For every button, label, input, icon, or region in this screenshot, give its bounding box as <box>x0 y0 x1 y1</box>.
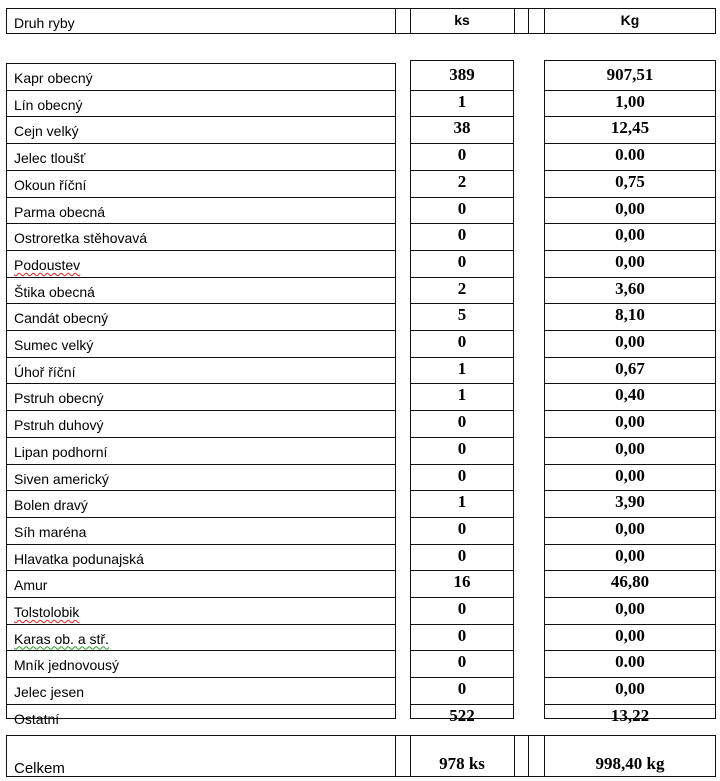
row-divider <box>6 677 396 678</box>
row-weight: 3,60 <box>615 278 645 298</box>
row-divider <box>6 143 396 144</box>
species-name-text: Jelec jesen <box>14 684 85 701</box>
row-species-name <box>14 657 394 673</box>
row-divider <box>410 303 514 304</box>
row-weight: 0,00 <box>615 198 645 218</box>
header-count-label: ks <box>454 12 470 28</box>
row-count: 1 <box>457 358 467 378</box>
row-count: 0 <box>457 145 467 165</box>
row-weight: 0,00 <box>615 412 645 432</box>
row-divider <box>544 303 716 304</box>
row-weight: 1,00 <box>615 91 645 111</box>
row-divider <box>544 597 716 598</box>
row-divider <box>410 570 514 571</box>
row-divider <box>6 410 396 411</box>
row-species-name <box>14 577 394 593</box>
row-divider <box>410 650 514 651</box>
species-name-text: Jelec tloušť <box>14 150 86 167</box>
row-divider <box>410 383 514 384</box>
row-divider <box>410 410 514 411</box>
row-divider <box>544 143 716 144</box>
row-divider <box>544 277 716 278</box>
row-divider <box>544 490 716 491</box>
row-count: 1 <box>457 385 467 405</box>
row-divider <box>410 544 514 545</box>
row-weight: 0,00 <box>615 679 645 699</box>
row-weight: 0,75 <box>615 171 645 191</box>
species-name-text: Cejn velký <box>14 123 79 140</box>
row-count: 1 <box>457 492 467 512</box>
row-divider <box>544 223 716 224</box>
row-count: 0 <box>457 545 467 565</box>
species-name-text: Sumec velký <box>14 337 94 353</box>
row-divider <box>6 624 396 625</box>
row-divider <box>410 143 514 144</box>
header-weight-label: Kg <box>620 12 640 28</box>
species-name-text: Tolstolobik <box>14 604 80 620</box>
row-species-name <box>14 310 394 326</box>
row-species-name <box>14 711 394 727</box>
row-divider <box>410 677 514 678</box>
row-count: 0 <box>457 251 467 271</box>
row-divider <box>410 357 514 358</box>
row-species-name <box>14 230 394 246</box>
row-divider <box>6 90 396 91</box>
row-divider <box>410 197 514 198</box>
row-divider <box>410 437 514 438</box>
total-label: Celkem <box>14 760 65 777</box>
row-divider <box>544 250 716 251</box>
row-divider <box>410 277 514 278</box>
row-divider <box>544 704 716 705</box>
row-divider <box>6 223 396 224</box>
row-count: 0 <box>457 652 467 672</box>
species-name-text: Candát obecný <box>14 310 109 327</box>
row-divider <box>6 517 396 518</box>
row-divider <box>410 517 514 518</box>
row-divider <box>410 223 514 224</box>
header-divider <box>514 8 515 34</box>
row-divider <box>410 624 514 625</box>
row-weight: 0,00 <box>615 332 645 351</box>
row-species-name <box>14 204 394 220</box>
row-divider <box>6 437 396 438</box>
row-weight: 0.00 <box>615 145 645 165</box>
total-divider <box>395 735 396 777</box>
row-divider <box>6 650 396 651</box>
total-weight: 998,40 kg <box>595 754 665 773</box>
header-divider <box>395 8 396 34</box>
row-divider <box>544 650 716 651</box>
row-divider <box>544 330 716 331</box>
row-count: 389 <box>449 65 475 84</box>
row-count: 2 <box>457 171 467 191</box>
species-name-text: Štika obecná <box>14 283 95 300</box>
row-divider <box>6 303 396 304</box>
row-count: 0 <box>457 412 467 432</box>
row-divider <box>410 330 514 331</box>
row-weight: 0,00 <box>615 545 645 565</box>
header-species-label: Druh ryby <box>14 15 75 31</box>
row-weight: 3,90 <box>615 492 645 512</box>
row-divider <box>544 544 716 545</box>
row-weight: 12,45 <box>610 118 650 138</box>
row-species-name <box>14 150 394 166</box>
row-divider <box>6 357 396 358</box>
row-weight: 0,00 <box>615 599 645 618</box>
row-divider <box>6 250 396 251</box>
row-species-name <box>14 524 394 540</box>
row-weight: 0,40 <box>615 385 645 405</box>
row-divider <box>6 197 396 198</box>
row-divider <box>6 704 396 705</box>
row-divider <box>544 570 716 571</box>
species-name-text: Kapr obecný <box>14 70 93 86</box>
row-species-name <box>14 631 394 647</box>
row-count: 0 <box>457 599 467 618</box>
row-weight: 0.00 <box>615 652 645 672</box>
row-weight: 46,80 <box>610 572 650 592</box>
row-count: 0 <box>457 332 467 351</box>
row-divider <box>6 464 396 465</box>
row-divider <box>6 570 396 571</box>
row-species-name <box>14 284 394 300</box>
row-species-name <box>14 497 394 513</box>
row-divider <box>544 357 716 358</box>
species-name-text: Siven americký <box>14 470 109 487</box>
row-count: 5 <box>457 305 467 325</box>
species-name-text: Bolen dravý <box>14 497 88 514</box>
row-count: 0 <box>457 679 467 699</box>
row-count: 0 <box>457 198 467 218</box>
row-count: 0 <box>457 225 467 245</box>
row-species-name <box>14 684 394 700</box>
row-divider <box>6 277 396 278</box>
row-divider <box>544 90 716 91</box>
row-weight: 0,00 <box>615 438 645 458</box>
row-divider <box>544 410 716 411</box>
row-species-name <box>14 70 394 86</box>
species-name-text: Okoun říční <box>14 176 87 193</box>
row-divider <box>544 437 716 438</box>
row-divider <box>6 597 396 598</box>
row-divider <box>6 330 396 331</box>
row-divider <box>544 116 716 117</box>
row-species-name <box>14 444 394 460</box>
row-species-name <box>14 123 394 139</box>
species-name-text: Parma obecná <box>14 203 106 220</box>
row-divider <box>410 464 514 465</box>
row-species-name <box>14 604 394 620</box>
row-divider <box>544 517 716 518</box>
species-name-text: Ostatní <box>14 710 60 727</box>
row-divider <box>410 704 514 705</box>
row-species-name <box>14 471 394 487</box>
row-count: 0 <box>457 518 467 538</box>
row-weight: 0,00 <box>615 625 645 645</box>
row-count: 522 <box>449 705 475 725</box>
row-count: 2 <box>457 278 467 298</box>
total-divider <box>528 735 529 777</box>
row-divider <box>6 490 396 491</box>
total-divider <box>514 735 515 777</box>
row-divider <box>544 197 716 198</box>
row-species-name <box>14 97 394 113</box>
row-divider <box>410 597 514 598</box>
species-name-text: Lipan podhorní <box>14 443 108 460</box>
row-species-name <box>14 337 394 353</box>
row-divider <box>6 383 396 384</box>
row-divider <box>410 90 514 91</box>
row-count: 38 <box>453 118 471 138</box>
row-count: 16 <box>453 572 471 592</box>
row-count: 0 <box>457 438 467 458</box>
row-species-name <box>14 257 394 273</box>
row-divider <box>410 250 514 251</box>
species-name-text: Mník jednovousý <box>14 657 120 674</box>
species-name-text: Pstruh obecný <box>14 390 104 407</box>
row-divider <box>410 170 514 171</box>
row-weight: 0,00 <box>615 518 645 538</box>
row-weight: 0,00 <box>615 251 645 271</box>
row-weight: 13,22 <box>610 705 650 725</box>
row-weight: 8,10 <box>615 305 645 325</box>
species-name-text: Hlavatka podunajská <box>14 550 144 567</box>
row-weight: 0,00 <box>615 465 645 485</box>
row-divider <box>6 116 396 117</box>
row-divider <box>410 490 514 491</box>
species-name-text: Karas ob. a stř. <box>14 630 109 647</box>
row-divider <box>544 170 716 171</box>
total-count: 978 ks <box>439 754 485 773</box>
row-species-name <box>14 177 394 193</box>
header-divider <box>528 8 529 34</box>
species-name-text: Ostroretka stěhovavá <box>14 230 148 247</box>
row-weight: 0,67 <box>615 358 645 378</box>
row-species-name <box>14 364 394 380</box>
row-divider <box>410 116 514 117</box>
row-divider <box>544 464 716 465</box>
row-weight: 907,51 <box>606 65 654 84</box>
row-count: 0 <box>457 465 467 485</box>
species-name-text: Podoustev <box>14 256 81 273</box>
row-count: 0 <box>457 625 467 645</box>
species-name-text: Lín obecný <box>14 96 83 113</box>
species-name-text: Pstruh duhový <box>14 417 104 434</box>
row-count: 1 <box>457 91 467 111</box>
row-species-name <box>14 551 394 567</box>
species-name-text: Úhoř říční <box>14 363 76 380</box>
row-divider <box>544 624 716 625</box>
row-divider <box>544 677 716 678</box>
row-species-name <box>14 390 394 406</box>
row-divider <box>6 544 396 545</box>
row-divider <box>544 383 716 384</box>
species-name-text: Síh maréna <box>14 523 87 540</box>
row-weight: 0,00 <box>615 225 645 245</box>
row-divider <box>6 170 396 171</box>
row-species-name <box>14 417 394 433</box>
species-name-text: Amur <box>14 577 48 594</box>
